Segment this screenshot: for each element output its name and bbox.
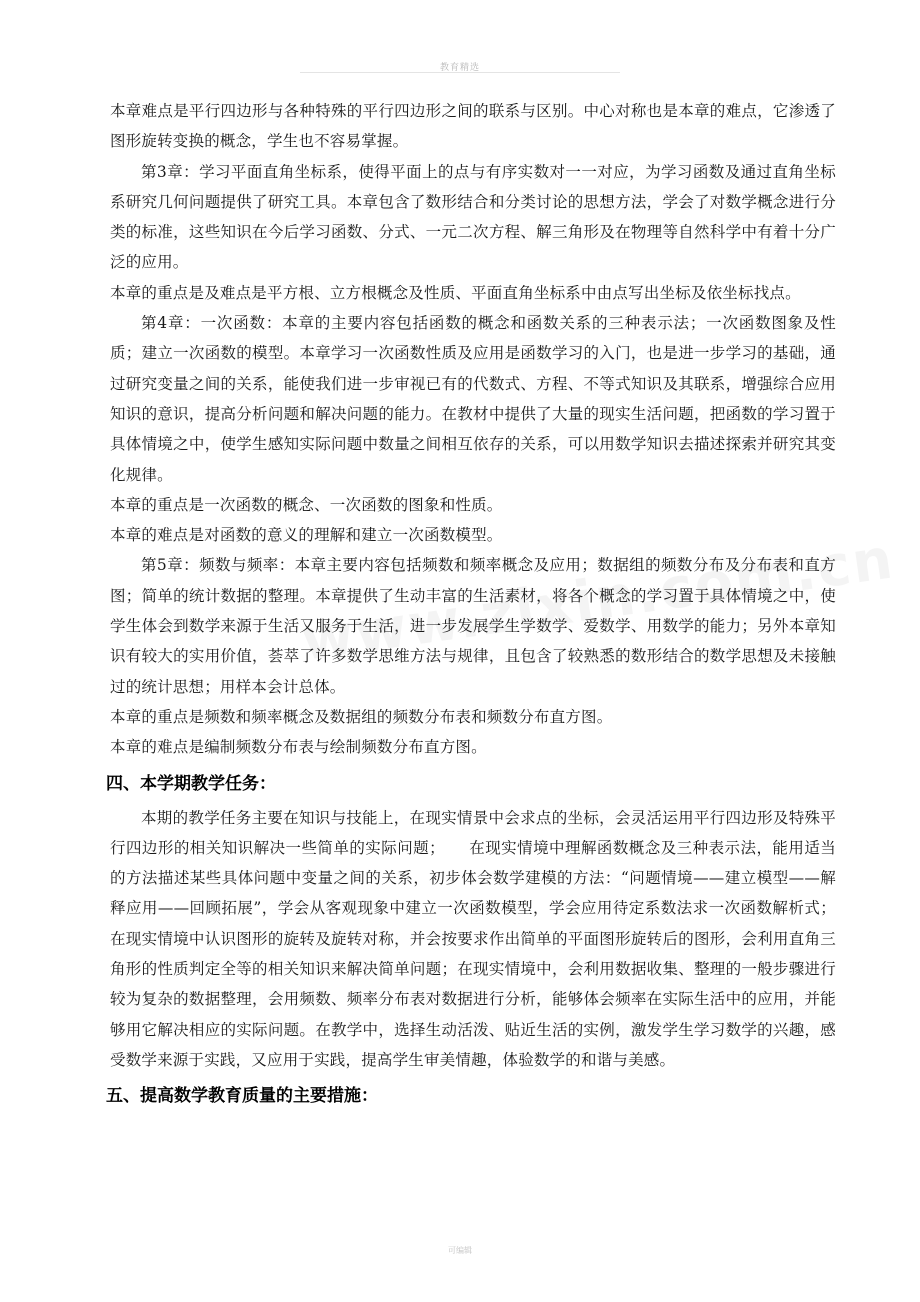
paragraph-ch4: 第4章：一次函数：本章的主要内容包括函数的概念和函数关系的三种表示法；一次函数图象及性质；建立一次函数的模型。本章学习一次函数性质及应用是函数学习的入门，也是进一步学习的基础，通过研究变量之间的关系，能使我们进一步审视已有的代数式、方程、不等式知识及其联系，增强综合应用知识的意识，提高分析问题和解决问题的能力。在教材中提供了大量的现实生活问题，把函数的学习置于具体情境之中，使学生感知实际问题中数量之间相互依存的关系，可以用数学知识去描述探索并研究其变化规律。	[110, 314, 836, 484]
paragraph-ch3: 第3章：学习平面直角坐标系，使得平面上的点与有序实数对一一对应，为学习函数及通过直角坐标系研究几何问题提供了研究工具。本章包含了数形结合和分类讨论的思想方法，学会了对数学概念进行分类的标准，这些知识在今后学习函数、分式、一元二次方程、解三角形及在物理等自然科学中有着十分广泛的应用。	[110, 162, 836, 272]
section-4-heading: 四、本学期教学任务：	[106, 773, 276, 794]
paragraph-ch5-difficulty: 本章的难点是编制频数分布表与绘制频数分布直方图。	[110, 738, 487, 757]
paragraph-ch4-key: 本章的重点是一次函数的概念、一次函数的图象和性质。	[110, 495, 503, 514]
document-body	[106, 96, 836, 1115]
header-mark: 教育精选	[439, 63, 480, 73]
paragraph-ch3-key: 本章的重点是及难点是平方根、立方根概念及性质、平面直角坐标系中由点写出坐标及依坐标找点。	[110, 283, 801, 302]
paragraph-ch5-key: 本章的重点是频数和频率概念及数据组的频数分布表和频数分布直方图。	[110, 707, 613, 726]
header-rule	[300, 72, 620, 73]
paragraph-ch5: 第5章：频数与频率：本章主要内容包括频数和频率概念及应用；数据组的频数分布及分布表和直方图；简单的统计数据的整理。本章提供了生动丰富的生活素材，将各个概念的学习置于具体情境之中，使学生体会到数学来源于生活又服务于生活，进一步发展学生学数学、爱数学、用数学的能力；另外本章知识有较大的实用价值，荟萃了许多数学思维方法与规律，且包含了较熟悉的数形结合的数学思想及未接触过的统计思想；用样本会计总体。	[110, 556, 836, 696]
paragraph-ch2-difficulty: 本章难点是平行四边形与各种特殊的平行四边形之间的联系与区别。中心对称也是本章的难点，它渗透了图形旋转变换的概念，学生也不容易掌握。	[110, 102, 836, 151]
section-5-heading: 五、提高数学教育质量的主要措施：	[106, 1086, 378, 1107]
paragraph-ch4-difficulty: 本章的难点是对函数的意义的理解和建立一次函数模型。	[110, 526, 503, 545]
section-4-body: 本期的教学任务主要在知识与技能上，在现实情景中会求点的坐标，会灵活运用平行四边形及特殊平行四边形的相关知识解决一些简单的实际问题； 在现实情境中理解函数概念及三种表示法，能用适当的方法描述某些具体问题中变量之间的关系，初步体会数学建模的方法：“问题情境——建立模型——解释应用——回顾拓展”，学会从客观现象中建立一次函数模型，学会应用待定系数法求一次函数解析式；在现实情境中认识图形的旋转及旋转对称，并会按要求作出简单的平面图形旋转后的图形，会利用直角三角形的性质判定全等的相关知识来解决简单问题；在现实情境中，会利用数据收集、整理的一般步骤进行较为复杂的数据整理，会用频数、频率分布表对数据进行分析，能够体会频率在实际生活中的应用，并能够用它解决相应的实际问题。在教学中，选择生动活泼、贴近生活的实例，激发学生学习数学的兴趣，感受数学来源于实践，又应用于实践，提高学生审美情趣，体验数学的和谐与美感。	[110, 808, 836, 1069]
footer-mark: 可编辑	[448, 1246, 472, 1255]
